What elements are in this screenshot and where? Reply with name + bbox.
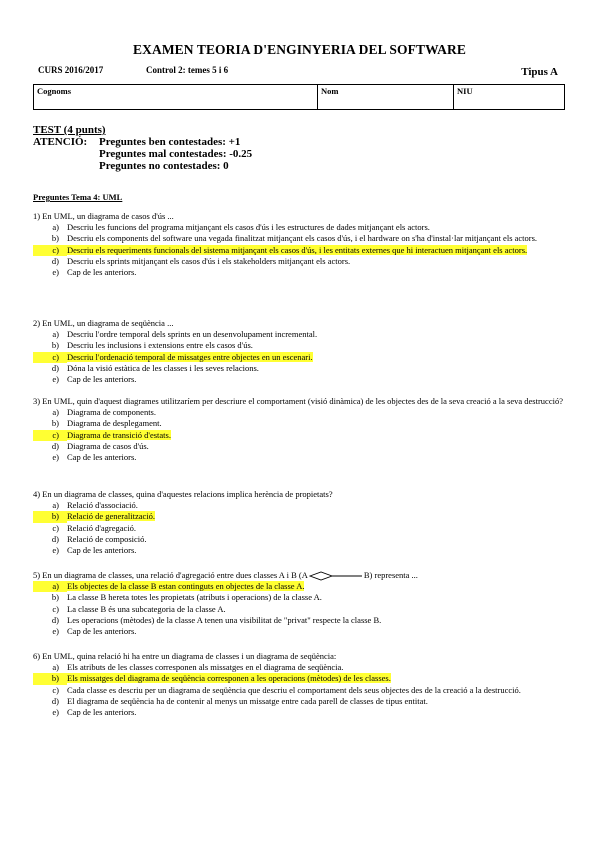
option-a[interactable]: a) Els atributs de les classes corresponen als missatges en el diagrama de seqüència.	[52, 662, 344, 673]
question-2	[33, 318, 565, 385]
option-a[interactable]: a) Relació d'associació.	[52, 500, 138, 511]
option-a[interactable]: a) Descriu l'ordre temporal dels sprints en un desenvolupament incremental.	[52, 329, 318, 340]
option-b[interactable]: b) La classe B hereta totes les propietats (atributs i operacions) de la classe A.	[51, 592, 322, 603]
question-stem: 3) En UML, quin d'aquest diagrames utilitzaríem per descriure el comportament (visió dinàmica) de les objectes des de la seva creació a la seva destrucció?	[33, 396, 563, 406]
question-6	[33, 651, 565, 718]
option-d[interactable]: d) Dóna la visió estàtica de les classes i les seves relacions.	[51, 362, 259, 373]
surname-field[interactable]: Cognoms	[34, 85, 318, 110]
section-title: Preguntes Tema 4: UML	[33, 192, 123, 202]
option-c-answer[interactable]: c) Descriu l'ordenació temporal de missatges entre objectes en un escenari.	[33, 352, 565, 363]
question-stem: 4) En un diagrama de classes, quina d'aquestes relacions implica herència de propietats?	[33, 489, 333, 499]
test-instructions	[33, 124, 252, 172]
option-b-answer[interactable]: b) Els missatges del diagrama de seqüència corresponen a les operacions (mètodes) de les classes.	[33, 673, 565, 684]
option-a[interactable]: a) Descriu les funcions del programa mitjançant els casos d'ús i les estructures de dades mitjançant els actors.	[52, 222, 430, 233]
option-e[interactable]: e) Cap de les anteriors.	[52, 545, 137, 556]
option-d[interactable]: d) Relació de composició.	[51, 533, 147, 544]
option-e[interactable]: e) Cap de les anteriors.	[52, 452, 137, 463]
question-stem-end: B) representa ...	[363, 570, 418, 580]
option-d[interactable]: d) El diagrama de seqüència ha de contenir al menys un missatge entre cada parell de classes de tipus entitat.	[51, 695, 428, 706]
option-b[interactable]: b) Diagrama de desplegament.	[51, 418, 162, 429]
test-heading: TEST (4 punts)	[33, 124, 106, 136]
exam-type: Tipus A	[521, 66, 558, 78]
option-b-answer[interactable]: b) Relació de generalització.	[33, 511, 565, 522]
option-c-answer[interactable]: c) Descriu els requeriments funcionals del sistema mitjançant els casos d'ús, i les entitats externes que hi interactuen mitjançant els actors.	[33, 245, 565, 256]
rule-wrong: Preguntes mal contestades: -0.25	[99, 148, 253, 160]
niu-field[interactable]: NIU	[454, 85, 565, 110]
option-c-answer[interactable]: c) Diagrama de transició d'estats.	[33, 430, 565, 441]
question-stem: 2) En UML, un diagrama de seqüència ...	[33, 318, 174, 328]
option-e[interactable]: e) Cap de les anteriors.	[52, 707, 137, 718]
question-4	[33, 489, 565, 556]
exam-title: EXAMEN TEORIA D'ENGINYERIA DEL SOFTWARE	[133, 42, 466, 57]
exam-meta	[38, 65, 558, 79]
rule-correct: Preguntes ben contestades: +1	[99, 136, 241, 148]
course-year: CURS 2016/2017	[38, 65, 104, 75]
name-field[interactable]: Nom	[318, 85, 454, 110]
question-stem: 1) En UML, un diagrama de casos d'ús ...	[33, 211, 174, 221]
question-1	[33, 211, 565, 278]
rule-unanswered: Preguntes no contestades: 0	[99, 160, 229, 172]
option-c[interactable]: c) Relació d'agregació.	[52, 522, 137, 533]
aggregation-diamond-icon	[309, 571, 363, 581]
option-b[interactable]: b) Descriu els components del software una vegada finalitzat mitjançant els casos d'ús, i el hardware on s'ha d'instal·lar mitjançant els actors.	[51, 233, 538, 244]
question-3	[33, 396, 565, 463]
option-e[interactable]: e) Cap de les anteriors.	[52, 267, 137, 278]
student-id-table	[33, 84, 565, 110]
option-d[interactable]: d) Descriu els sprints mitjançant els casos d'ús i els stakeholders mitjançant els actors.	[51, 255, 351, 266]
attention-label: ATENCIÓ:	[33, 136, 88, 148]
option-c[interactable]: c) Cada classe es descriu per un diagrama de seqüència que descriu el comportament dels seus objectes des de la creació a la destrucció.	[52, 684, 521, 695]
option-e[interactable]: e) Cap de les anteriors.	[52, 374, 137, 385]
option-c[interactable]: c) La classe B és una subcategoria de la classe A.	[52, 603, 226, 614]
option-a-answer[interactable]: a) Els objectes de la classe B estan continguts en objectes de la classe A.	[33, 581, 565, 592]
option-b[interactable]: b) Descriu les inclusions i extensions entre els casos d'ús.	[51, 340, 253, 351]
question-stem	[33, 570, 565, 581]
option-a[interactable]: a) Diagrama de components.	[52, 407, 156, 418]
question-stem: 6) En UML, quina relació hi ha entre un diagrama de classes i un diagrama de seqüència:	[33, 651, 337, 661]
option-e[interactable]: e) Cap de les anteriors.	[52, 626, 137, 637]
question-stem-start: 5) En un diagrama de classes, una relació d'agregació entre dues classes A i B (A	[33, 570, 308, 580]
option-d[interactable]: d) Diagrama de casos d'ús.	[51, 440, 149, 451]
question-5	[33, 570, 565, 637]
control-topics: Control 2: temes 5 i 6	[146, 65, 229, 75]
option-d[interactable]: d) Les operacions (mètodes) de la classe A tenen una visibilitat de "privat" respecte la classe B.	[51, 614, 382, 625]
